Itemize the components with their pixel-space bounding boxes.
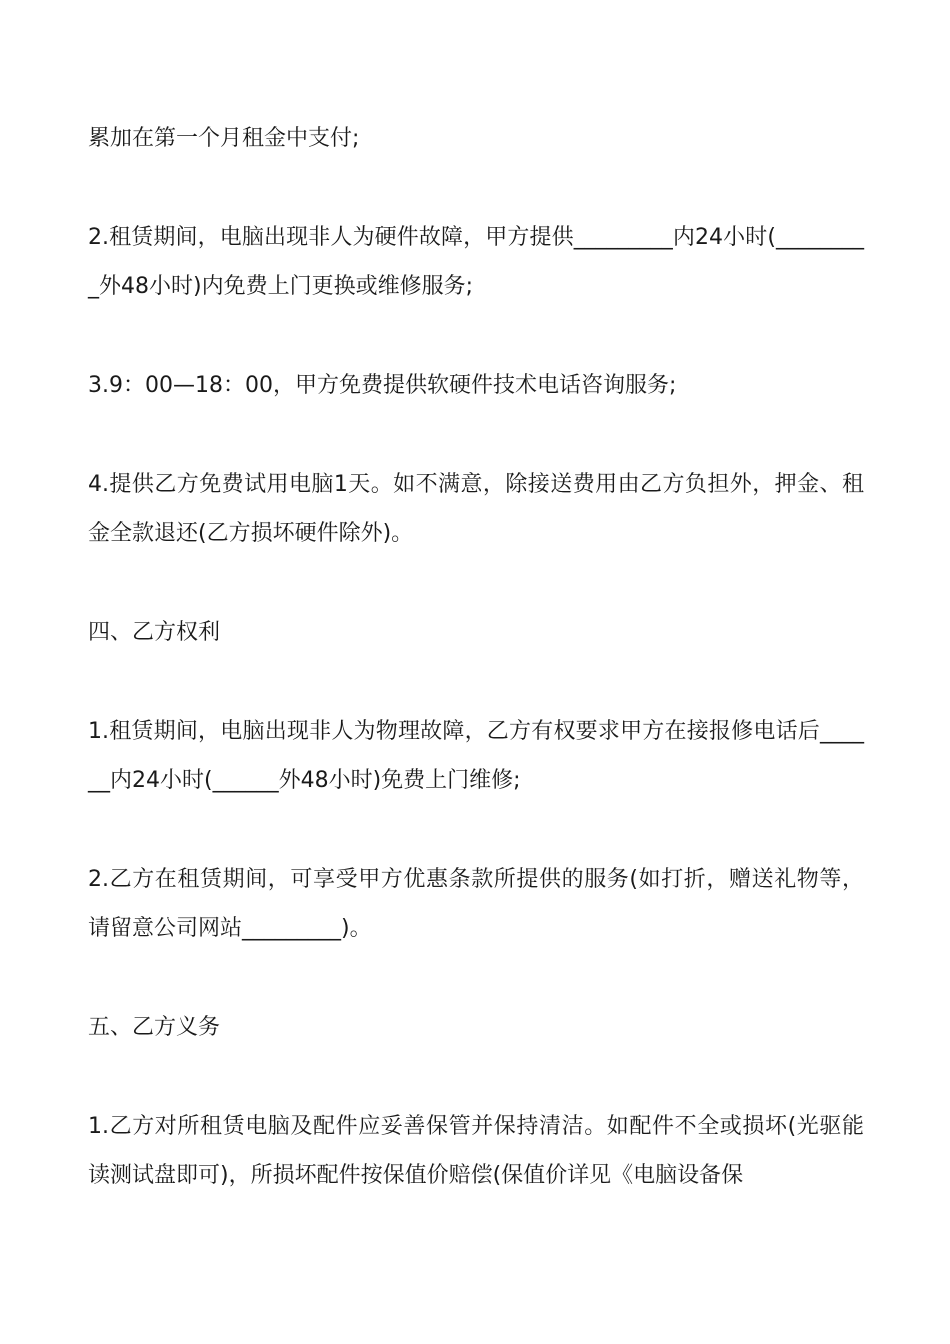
document-body: [88, 114, 864, 1250]
paragraph-payment-note: 累加在第一个月租金中支付;: [88, 126, 360, 151]
section-heading-party-b-obligations: 五、乙方义务: [88, 1015, 221, 1040]
paragraph-clause-free-trial: 4.提供乙方免费试用电脑1天。如不满意，除接送费用由乙方负担外，押金、租金全款退还(乙方损坏硬件除外)。: [88, 472, 864, 546]
paragraph-clause-care-of-equipment: 1.乙方对所租赁电脑及配件应妥善保管并保持清洁。如配件不全或损坏(光驱能读测试盘即可)，所损坏配件按保值价赔偿(保值价详见《电脑设备保: [88, 1114, 864, 1188]
paragraph-clause-hardware-repair: 2.租赁期间，电脑出现非人为硬件故障，甲方提供_________内24小时(_________外48小时)内免费上门更换或维修服务;: [88, 225, 864, 299]
paragraph-clause-phone-support: 3.9：00—18：00，甲方免费提供软硬件技术电话咨询服务;: [88, 373, 677, 398]
paragraph-clause-repair-request: 1.租赁期间，电脑出现非人为物理故障，乙方有权要求甲方在接报修电话后______内24小时(______外48小时)免费上门维修;: [88, 719, 864, 793]
section-heading-party-b-rights: 四、乙方权利: [88, 620, 221, 645]
paragraph-clause-discount-services: 2.乙方在租赁期间，可享受甲方优惠条款所提供的服务(如打折，赠送礼物等，请留意公司网站_________)。: [88, 867, 864, 941]
